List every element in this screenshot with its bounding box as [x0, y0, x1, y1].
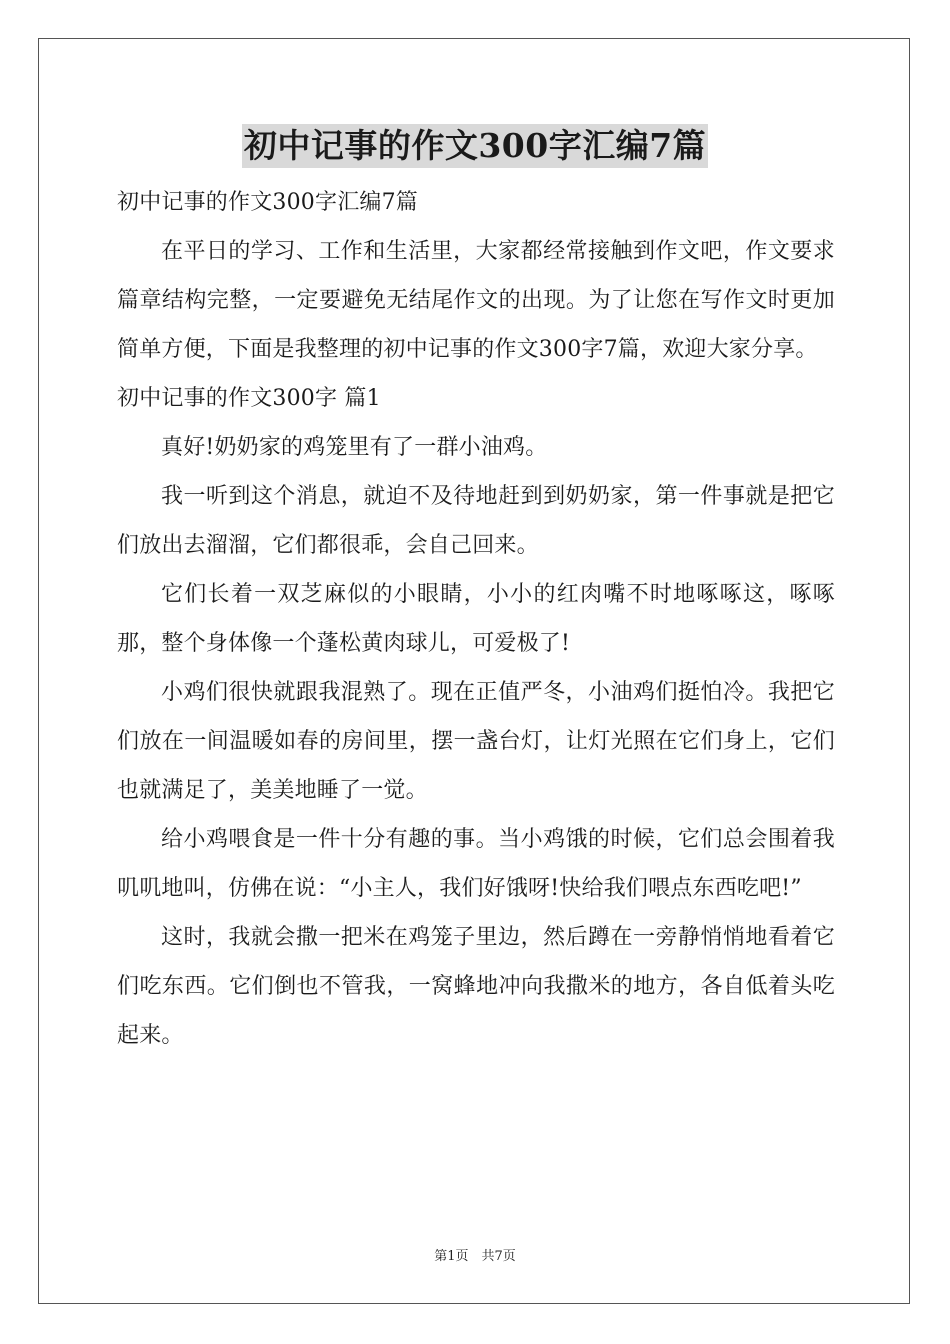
page-number-footer: 第1页 共7页: [434, 1249, 516, 1264]
title-container: [0, 124, 950, 168]
body-paragraph: 给小鸡喂食是一件十分有趣的事。当小鸡饿的时候，它们总会围着我叽叽地叫，仿佛在说：“小主人，我们好饿呀!快给我们喂点东西吃吧!”: [117, 827, 835, 901]
body-paragraph: 这时，我就会撒一把米在鸡笼子里边，然后蹲在一旁静悄悄地看着它们吃东西。它们倒也不管我，一窝蜂地冲向我撒米的地方，各自低着头吃起来。: [117, 925, 835, 1048]
document-body: [117, 178, 835, 1060]
intro-paragraph: 在平日的学习、工作和生活里，大家都经常接触到作文吧，作文要求篇章结构完整，一定要避免无结尾作文的出现。为了让您在写作文时更加简单方便，下面是我整理的初中记事的作文300字7篇，欢迎大家分享。: [117, 239, 835, 362]
document-subtitle: 初中记事的作文300字汇编7篇: [117, 190, 418, 215]
body-paragraph: 它们长着一双芝麻似的小眼睛，小小的红肉嘴不时地啄啄这，啄啄那，整个身体像一个蓬松黄肉球儿，可爱极了!: [117, 582, 835, 656]
section-heading: 初中记事的作文300字 篇1: [117, 386, 381, 411]
body-paragraph: 真好!奶奶家的鸡笼里有了一群小油鸡。: [161, 435, 548, 460]
document-title: 初中记事的作文300字汇编7篇: [242, 124, 708, 168]
body-paragraph: 小鸡们很快就跟我混熟了。现在正值严冬，小油鸡们挺怕冷。我把它们放在一间温暖如春的房间里，摆一盏台灯，让灯光照在它们身上，它们也就满足了，美美地睡了一觉。: [117, 680, 835, 803]
body-paragraph: 我一听到这个消息，就迫不及待地赶到到奶奶家，第一件事就是把它们放出去溜溜，它们都很乖，会自己回来。: [117, 484, 835, 558]
